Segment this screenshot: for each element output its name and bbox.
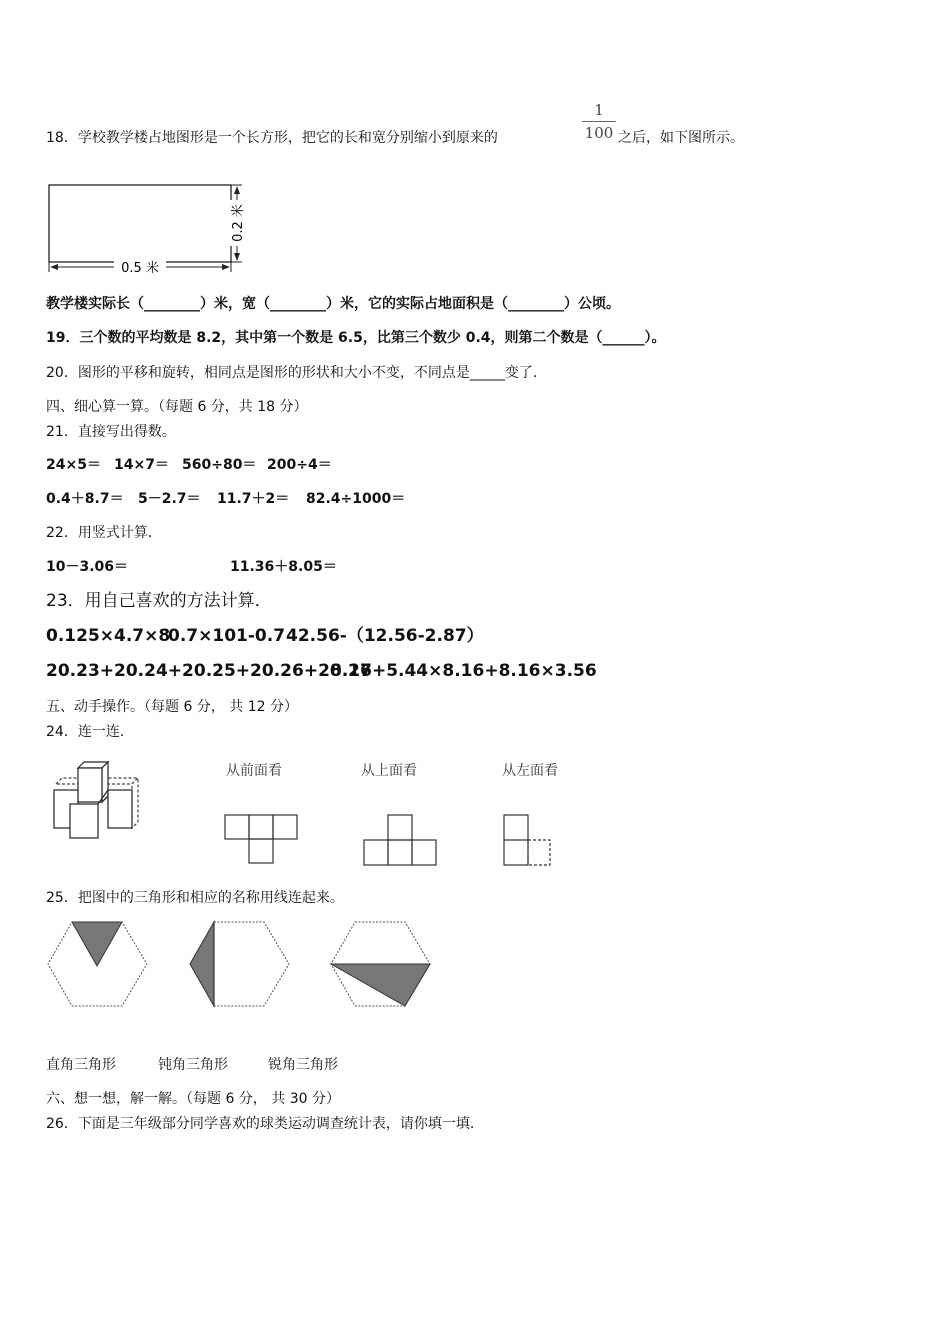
left-view-drawing (498, 812, 556, 868)
q18-answer-line: 教学楼实际长（________）米，宽（________）米，它的实际占地面积是（________）公顷。 (46, 296, 620, 312)
q21-item: 200÷4＝ (267, 457, 332, 473)
scaled-rectangle (49, 185, 231, 262)
q23-item: 8.16+5.44×8.16+8.16×3.56 (330, 661, 597, 681)
q22-item: 11.36＋8.05＝ (230, 559, 337, 575)
q21-title: 21．直接写出得数。 (46, 424, 176, 440)
q21-item: 24×5＝ (46, 457, 101, 473)
fraction-denominator: 100 (584, 124, 614, 142)
q18-rectangle-figure (40, 176, 260, 286)
view-label-front: 从前面看 (226, 763, 282, 779)
view-label-left: 从左面看 (502, 763, 558, 779)
q23-title: 23．用自己喜欢的方法计算． (46, 591, 272, 611)
section4-heading: 四、细心算一算。（每题 6 分，共 18 分） (46, 399, 308, 415)
triangle-name: 锐角三角形 (268, 1057, 338, 1073)
q22-title: 22．用竖式计算． (46, 525, 162, 541)
q21-item: 560÷80＝ (182, 457, 257, 473)
view-label-top: 从上面看 (361, 763, 417, 779)
shaded-triangle (190, 922, 214, 1006)
q21-item: 11.7＋2＝ (217, 491, 290, 507)
q21-item: 82.4÷1000＝ (306, 491, 406, 507)
q25-title: 25．把图中的三角形和相应的名称用线连起来。 (46, 890, 344, 906)
height-label: 0.2 米 (231, 204, 246, 242)
hexagon-figure-1 (44, 918, 152, 1010)
q18-text-pre: 18．学校教学楼占地图形是一个长方形，把它的长和宽分别缩小到原来的 (46, 130, 498, 146)
q21-item: 5－2.7＝ (138, 491, 201, 507)
q21-item: 0.4＋8.7＝ (46, 491, 124, 507)
q18-text-post: 之后，如下图所示。 (618, 130, 744, 146)
triangle-name: 直角三角形 (46, 1057, 116, 1073)
fraction-numerator: 1 (594, 101, 604, 119)
q24-cube-stack-figure (48, 760, 152, 842)
q19-text: 19．三个数的平均数是 8.2，其中第一个数是 6.5，比第三个数少 0.4，则第二个数是（______）。 (46, 330, 666, 346)
q21-item: 14×7＝ (114, 457, 169, 473)
top-view-drawing (360, 812, 440, 868)
hexagon-figure-2 (186, 918, 294, 1010)
q24-title: 24．连一连. (46, 724, 125, 740)
q23-item: 0.7×101-0.7 (168, 626, 286, 646)
section5-heading: 五、动手操作。（每题 6 分， 共 12 分） (46, 699, 298, 715)
section6-heading: 六、想一想，解一解。（每题 6 分， 共 30 分） (46, 1091, 340, 1107)
q23-item: 0.125×4.7×8 (46, 626, 171, 646)
q22-item: 10－3.06＝ (46, 559, 129, 575)
width-label: 0.5 米 (121, 261, 159, 276)
hexagon-figure-3 (327, 918, 435, 1010)
front-view-drawing (222, 812, 302, 866)
q20-text: 20．图形的平移和旋转，相同点是图形的形状和大小不变，不同点是_____变了． (46, 365, 547, 381)
q18-fraction (582, 101, 616, 142)
q23-item: 42.56-（12.56-2.87） (286, 626, 484, 646)
q26-text: 26．下面是三年级部分同学喜欢的球类运动调查统计表，请你填一填. (46, 1116, 475, 1132)
triangle-name: 钝角三角形 (158, 1057, 228, 1073)
q23-item: 20.23+20.24+20.25+20.26+20.27 (46, 661, 372, 681)
